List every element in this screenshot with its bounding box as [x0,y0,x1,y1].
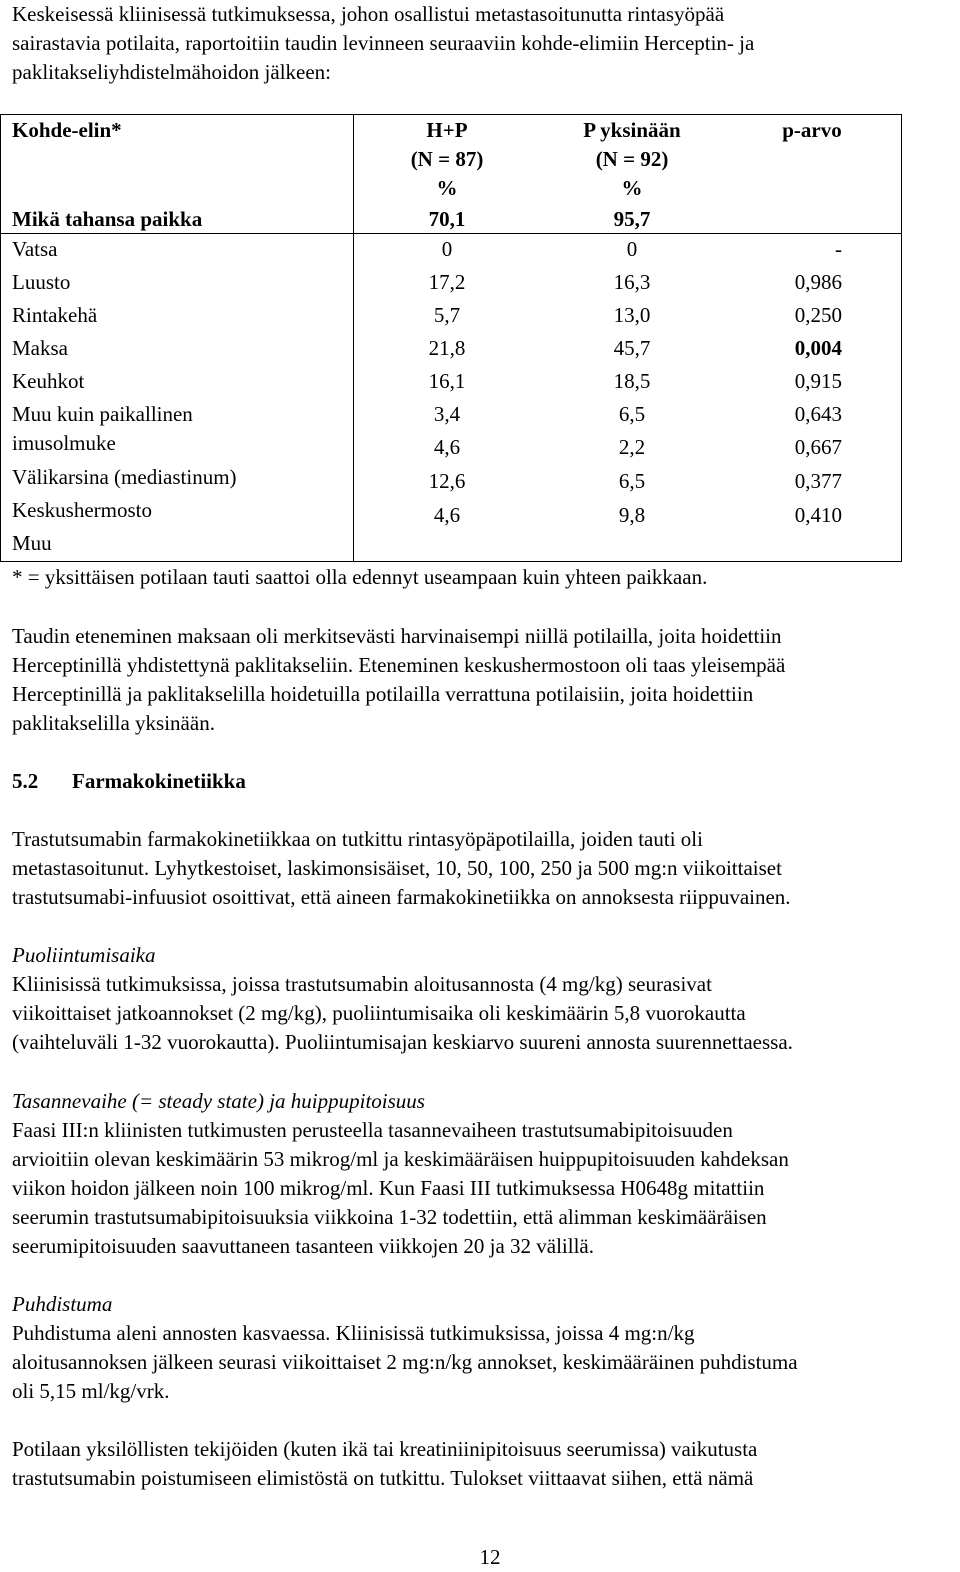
subsection-title: Tasannevaihe (= steady state) ja huippupitoisuus [12,1089,425,1113]
paragraph-line: viikoittaiset jatkoannokset (2 mg/kg), puoliintumisaika oli keskimäärin 5,8 vuorokautta [12,1001,746,1025]
lower-p: 2,2 [618,435,646,459]
row-label: Luusto [12,270,71,294]
row-pval: - [835,237,842,261]
row-hp: 16,1 [428,369,466,393]
paragraph-line: Herceptinillä yhdistettynä paklitakseliin. Eteneminen keskushermostoon oli taas yleisempää [12,653,786,677]
header-p-n: (N = 92) [595,147,669,171]
lower-pval: 0,410 [794,503,842,527]
subsection-title: Puoliintumisaika [12,943,156,967]
paragraph-line: Trastutsumabin farmakokinetiikkaa on tutkittu rintasyöpäpotilailla, joiden tauti oli [12,827,703,851]
paragraph [12,1435,958,1493]
subsection-puoliintumisaika [12,941,958,1057]
row-p: 0 [626,237,638,261]
paragraph-line: Potilaan yksilöllisten tekijöiden (kuten ikä tai kreatiniinipitoisuus seerumissa) vaikutusta [12,1437,758,1461]
lower-pval: 0,667 [794,435,842,459]
header-hp-n: (N = 87) [410,147,484,171]
table-footnote: * = yksittäisen potilaan tauti saattoi olla edennyt useampaan kuin yhteen paikkaan. [12,565,708,589]
paragraph-line: (vaihteluväli 1-32 vuorokautta). Puoliintumisajan keskiarvo suureni annosta suurennettaessa. [12,1030,793,1054]
paragraph-line: paklitakselilla yksinään. [12,711,215,735]
header-kohde-elin: Kohde-elin* [12,118,122,142]
row-hp: 5,7 [433,303,461,327]
header-hp-unit: % [436,176,458,200]
row-pval: 0,915 [794,369,842,393]
header-p-title: P yksinään [583,118,681,142]
lower-p: 9,8 [618,503,646,527]
summary-row-p: 95,7 [613,207,651,231]
row-label: Maksa [12,336,68,360]
intro-paragraph [12,0,958,87]
table-column-divider [353,114,354,562]
paragraph-line: aloitusannoksen jälkeen seurasi viikoittaiset 2 mg:n/kg annokset, keskimääräinen puhdistuma [12,1350,798,1374]
section-number: 5.2 [12,769,39,793]
lower-hp: 12,6 [428,469,466,493]
paragraph-line: metastasoitunut. Lyhytkestoiset, laskimonsisäiset, 10, 50, 100, 250 ja 500 mg:n viikoittaiset [12,856,782,880]
paragraph-line: arvioitiin olevan keskimäärin 53 mikrog/ml ja keskimääräisen huippupitoisuuden kahdeksan [12,1147,789,1171]
paragraph-line: trastutsumabi-infuusiot osoittivat, että aineen farmakokinetiikka on annoksesta riippuvainen. [12,885,791,909]
paragraph-line: oli 5,15 ml/kg/vrk. [12,1379,170,1403]
paragraph-line: Taudin eteneminen maksaan oli merkitsevästi harvinaisempi niillä potilailla, joita hoidettiin [12,624,782,648]
row-p: 13,0 [613,303,651,327]
paragraph-line: Kliinisissä tutkimuksissa, joissa trastutsumabin aloitusannosta (4 mg/kg) seurasivat [12,972,712,996]
paragraph-line: seerumin trastutsumabipitoisuuksia viikkoina 1-32 todettiin, että alimman keskimääräisen [12,1205,767,1229]
lower-hp: 4,6 [433,503,461,527]
subsection-puhdistuma [12,1290,958,1406]
paragraph [12,825,958,912]
row-pval: 0,986 [794,270,842,294]
row-hp: 21,8 [428,336,466,360]
lower-p: 6,5 [618,469,646,493]
paragraph-line: Puhdistuma aleni annosten kasvaessa. Kliinisissä tutkimuksissa, joissa 4 mg:n/kg [12,1321,695,1345]
paragraph-line: seerumipitoisuuden saavuttaneen tasanteen viikkojen 20 ja 32 välillä. [12,1234,595,1258]
intro-line: sairastavia potilaita, raportoitiin taudin levinneen seuraaviin kohde-elimiin Herceptin- ja [12,31,755,55]
paragraph-line: trastutsumabin poistumiseen elimistöstä on tutkittu. Tulokset viittaavat siihen, että nämä [12,1466,754,1490]
intro-line: Keskeisessä kliinisessä tutkimuksessa, johon osallistui metastasoitunutta rintasyöpää [12,2,725,26]
subsection-tasannevaihe [12,1087,958,1261]
row-p: 45,7 [613,336,651,360]
lower-label: imusolmuke [12,431,116,455]
row-label: Rintakehä [12,303,98,327]
paragraph-line: viikon hoidon jälkeen noin 100 mikrog/ml. Kun Faasi III tutkimuksessa H0648g mitattiin [12,1176,765,1200]
paragraph [12,622,958,738]
lower-label: Välikarsina (mediastinum) [12,465,237,489]
row-hp: 17,2 [428,270,466,294]
page-number: 12 [479,1545,501,1569]
paragraph-line: Herceptinillä ja paklitakselilla hoidetuilla potilailla verrattuna potilaisiin, joita hoidettiin [12,682,754,706]
lower-label: Muu [12,531,52,555]
summary-row-label: Mikä tahansa paikka [12,207,203,231]
lower-label: Muu kuin paikallinen [12,402,193,426]
row-p: 16,3 [613,270,651,294]
lower-label: Keskushermosto [12,498,152,522]
lower-pval: 0,643 [794,402,842,426]
lower-hp: 4,6 [433,435,461,459]
paragraph-line: Faasi III:n kliinisten tutkimusten perusteella tasannevaiheen trastutsumabipitoisuuden [12,1118,733,1142]
row-pval-significant: 0,004 [794,336,842,360]
section-title: Farmakokinetiikka [72,769,246,793]
header-p-arvo: p-arvo [782,118,842,142]
row-pval: 0,250 [794,303,842,327]
lower-hp: 3,4 [433,402,461,426]
lower-p: 6,5 [618,402,646,426]
lower-pval: 0,377 [794,469,842,493]
header-hp-title: H+P [426,118,468,142]
row-label: Keuhkot [12,369,85,393]
header-p-unit: % [621,176,643,200]
summary-row-hp: 70,1 [428,207,466,231]
row-p: 18,5 [613,369,651,393]
subsection-title: Puhdistuma [12,1292,113,1316]
intro-line: paklitakseliyhdistelmähoidon jälkeen: [12,60,332,84]
row-hp: 0 [441,237,453,261]
row-label: Vatsa [12,237,58,261]
